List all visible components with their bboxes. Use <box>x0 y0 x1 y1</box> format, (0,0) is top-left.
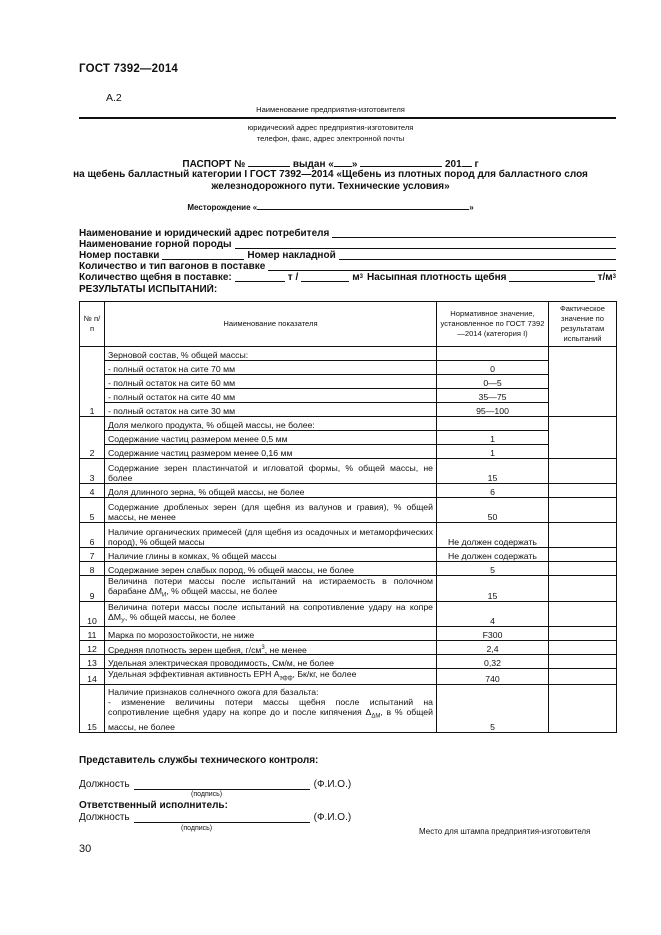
norm-value: 2,4 <box>437 641 549 655</box>
consumer-blank <box>332 228 616 238</box>
quantity-label: Количество щебня в поставке: <box>79 272 232 283</box>
indicator-name: Содержание частиц размером менее 0,16 мм <box>105 445 437 459</box>
wagons-label: Количество и тип вагонов в поставке <box>79 261 266 272</box>
indicator-name <box>105 669 437 685</box>
indicator-name: - полный остаток на сите 60 мм <box>105 375 437 389</box>
actual-value-cell <box>549 548 617 562</box>
norm-value: F300 <box>437 627 549 641</box>
table-row <box>80 601 617 627</box>
norm-value <box>437 417 549 431</box>
table-row <box>80 641 617 655</box>
indicator-name: Содержание дробленых зерен (для щебня из валунов и гравия), % общей массы, не менее <box>105 498 437 523</box>
col-actual-header: Фактическое значение по результатам испытаний <box>549 302 617 347</box>
table-row <box>80 389 617 403</box>
row-number: 11 <box>80 627 105 641</box>
passport-issued-label: выдан « <box>292 159 334 170</box>
header-rule <box>79 117 616 119</box>
passport-subtitle-line2: железнодорожного пути. Технические условия» <box>211 181 450 192</box>
fio-label-2: (Ф.И.О.) <box>313 812 352 823</box>
table-row <box>80 484 617 498</box>
page-number: 30 <box>79 843 92 855</box>
table-row <box>80 347 617 361</box>
table-row <box>80 459 617 484</box>
table-row <box>80 655 617 669</box>
stamp-place-caption: Место для штампа предприятия-изготовителя <box>419 827 591 836</box>
row-number: 5 <box>80 498 105 523</box>
norm-value: 15 <box>437 576 549 602</box>
actual-value-cell <box>549 459 617 484</box>
wagons-field <box>79 261 616 272</box>
indicator-name: - полный остаток на сите 40 мм <box>105 389 437 403</box>
norm-value: 5 <box>437 562 549 576</box>
rock-label: Наименование горной породы <box>79 239 232 250</box>
indicator-name-text: Наличие признаков солнечного ожога для базальта: <box>108 687 319 698</box>
indicator-name: Содержание зерен слабых пород, % общей массы, не более <box>105 562 437 576</box>
indicator-name: Удельная электрическая проводимость, См/м, не более <box>105 655 437 669</box>
actual-value-cell <box>549 498 617 523</box>
row-number: 2 <box>80 417 105 459</box>
norm-value: 0—5 <box>437 375 549 389</box>
col-num-header: № п/п <box>80 302 105 347</box>
row-number: 13 <box>80 655 105 669</box>
waybill-number-label: Номер накладной <box>247 250 336 261</box>
norm-value: Не должен содержать <box>437 523 549 548</box>
indicator-name-sub: У <box>121 618 125 625</box>
deposit-blank <box>257 202 469 210</box>
actual-value-cell <box>549 655 617 669</box>
indicator-name: Содержание зерен пластинчатой и игловатой формы, % общей массы, не более <box>105 459 437 484</box>
col-norm-header: Нормативное значение, установленное по ГОСТ 7392—2014 (категория I) <box>437 302 549 347</box>
indicator-name-text: Удельная эффективная активность ЕРН A <box>108 669 280 680</box>
row-number: 12 <box>80 641 105 655</box>
consumer-label: Наименование и юридический адрес потребителя <box>79 228 330 239</box>
bulk-density-label: Насыпная плотность щебня <box>366 272 507 283</box>
indicator-name: Марка по морозостойкости, не ниже <box>105 627 437 641</box>
rock-blank <box>235 239 616 249</box>
deposit-label: Месторождение « <box>187 203 258 212</box>
indicator-name-tail: , Бк/кг, не более <box>292 669 357 680</box>
passport-year-suffix: г <box>474 159 479 170</box>
actual-value-cell <box>549 417 617 459</box>
table-row <box>80 403 617 417</box>
actual-value-cell <box>549 576 617 602</box>
row-number: 7 <box>80 548 105 562</box>
indicator-name <box>105 601 437 627</box>
norm-value: 35—75 <box>437 389 549 403</box>
actual-value-cell <box>549 627 617 641</box>
consumer-field <box>79 228 616 239</box>
norm-value: Не должен содержать <box>437 548 549 562</box>
norm-value: 50 <box>437 498 549 523</box>
col-name-header: Наименование показателя <box>105 302 437 347</box>
indicator-name-detail <box>108 697 433 732</box>
norm-value: 15 <box>437 459 549 484</box>
passport-year-blank <box>462 157 472 167</box>
indicator-name-tail: , % общей массы, не более <box>124 611 236 622</box>
table-row <box>80 685 617 733</box>
passport-number-label: ПАСПОРТ № <box>182 159 246 170</box>
row-number: 10 <box>80 601 105 627</box>
rock-field <box>79 239 616 250</box>
passport-year-label: 201 <box>444 159 462 170</box>
table-row <box>80 576 617 602</box>
indicator-name-tail: , не менее <box>264 644 307 655</box>
standard-header: ГОСТ 7392—2014 <box>79 63 179 75</box>
indicator-name-sub: ΔM <box>371 714 381 721</box>
bulk-density-blank <box>509 272 594 282</box>
fio-label: (Ф.И.О.) <box>313 779 352 790</box>
norm-value: 0,32 <box>437 655 549 669</box>
actual-value-cell <box>549 347 617 417</box>
indicator-name: Содержание частиц размером менее 0,5 мм <box>105 431 437 445</box>
cubic-metres-unit: м <box>352 272 360 283</box>
manufacturer-name-caption: Наименование предприятия-изготовителя <box>256 105 405 114</box>
row-number: 14 <box>80 669 105 685</box>
indicator-name-sup: 3 <box>261 644 265 651</box>
row-number: 8 <box>80 562 105 576</box>
wagons-blank <box>268 261 616 271</box>
tonnes-unit: т / <box>287 272 299 283</box>
norm-value: 1 <box>437 431 549 445</box>
table-row <box>80 669 617 685</box>
table-row <box>80 445 617 459</box>
indicator-name-sub: эфф <box>279 676 293 683</box>
indicator-name-text: Величина потери массы после испытаний на истираемость в полочном барабане ΔM <box>108 576 433 596</box>
results-table <box>79 301 617 733</box>
row-number: 3 <box>80 459 105 484</box>
indicator-name: Зерновой состав, % общей массы: <box>105 347 437 361</box>
delivery-number-blank <box>162 250 244 260</box>
indicator-name-text: Средняя плотность зерен щебня, г/см <box>108 644 262 655</box>
row-number: 1 <box>80 347 105 417</box>
norm-value <box>437 347 549 361</box>
position-label-2: Должность <box>79 812 130 823</box>
actual-value-cell <box>549 669 617 685</box>
indicator-name: Наличие глины в комках, % общей массы <box>105 548 437 562</box>
actual-value-cell <box>549 685 617 733</box>
results-heading: РЕЗУЛЬТАТЫ ИСПЫТАНИЙ: <box>79 284 218 295</box>
responsible-signature-line <box>79 812 351 823</box>
indicator-name <box>105 576 437 602</box>
tech-rep-signature-line <box>79 779 351 790</box>
actual-value-cell <box>549 601 617 627</box>
actual-value-cell <box>549 641 617 655</box>
tech-rep-heading: Представитель службы технического контроля: <box>79 755 319 766</box>
indicator-name: Доля длинного зерна, % общей массы, не более <box>105 484 437 498</box>
norm-value: 4 <box>437 601 549 627</box>
indicator-name-tail: , % общей массы, не более <box>166 586 278 596</box>
manufacturer-contacts-caption: телефон, факс, адрес электронной почты <box>256 134 405 143</box>
bulk-density-unit-sup: 3 <box>612 274 616 280</box>
table-row <box>80 523 617 548</box>
signature-caption: (подпись) <box>191 791 223 798</box>
indicator-name <box>105 685 437 733</box>
passport-number-blank <box>248 157 290 167</box>
norm-value: 1 <box>437 445 549 459</box>
actual-value-cell <box>549 523 617 548</box>
quantity-m3-blank <box>301 272 349 282</box>
table-row <box>80 361 617 375</box>
row-number: 9 <box>80 576 105 602</box>
norm-value: 5 <box>437 685 549 733</box>
quantity-field <box>79 272 616 283</box>
appendix-label: А.2 <box>106 92 122 104</box>
indicator-name: Доля мелкого продукта, % общей массы, не более: <box>105 417 437 431</box>
actual-value-cell <box>549 484 617 498</box>
manufacturer-address-caption: юридический адрес предприятия-изготовителя <box>247 123 414 132</box>
indicator-name-detail-text: - изменение величины потери массы щебня после испытаний на сопротивление щебня удару на копре до и после кипячения Δ <box>108 697 433 718</box>
passport-month-blank <box>360 157 442 167</box>
results-table-header <box>80 302 617 347</box>
deposit-line <box>0 202 661 212</box>
norm-value: 6 <box>437 484 549 498</box>
responsible-heading: Ответственный исполнитель: <box>79 800 228 811</box>
norm-value: 740 <box>437 669 549 685</box>
row-number: 6 <box>80 523 105 548</box>
position-label: Должность <box>79 779 130 790</box>
table-row <box>80 562 617 576</box>
indicator-name-sub: И <box>161 592 167 599</box>
actual-value-cell <box>549 562 617 576</box>
indicator-name <box>105 641 437 655</box>
delivery-field <box>79 250 616 261</box>
row-number: 4 <box>80 484 105 498</box>
table-row <box>80 431 617 445</box>
row-number: 15 <box>80 685 105 733</box>
deposit-quote-close: » <box>469 203 474 212</box>
position-blank <box>134 780 310 790</box>
position-blank-2 <box>134 813 310 823</box>
table-row <box>80 375 617 389</box>
passport-quote-close: » <box>351 159 358 170</box>
passport-subtitle-line1: на щебень балластный категории I ГОСТ 7392—2014 «Щебень из плотных пород для балластного слоя <box>73 169 588 180</box>
norm-value: 95—100 <box>437 403 549 417</box>
quantity-t-blank <box>235 272 285 282</box>
indicator-name-tail: , в % общей массы, не более <box>108 707 433 733</box>
table-row <box>80 548 617 562</box>
table-row <box>80 627 617 641</box>
indicator-name: - полный остаток на сите 70 мм <box>105 361 437 375</box>
signature-caption-2: (подпись) <box>181 825 213 832</box>
norm-value: 0 <box>437 361 549 375</box>
indicator-name-text: Величина потери массы после испытаний на сопротивление удару на копре ΔM <box>108 601 433 622</box>
cubic-metres-sup: 3 <box>359 274 363 280</box>
indicator-name: Наличие органических примесей (для щебня из осадочных и метаморфических пород), % общей массы <box>105 523 437 548</box>
delivery-number-label: Номер поставки <box>79 250 160 261</box>
table-row <box>80 498 617 523</box>
table-row <box>80 417 617 431</box>
passport-day-blank <box>334 157 352 167</box>
waybill-number-blank <box>339 250 616 260</box>
bulk-density-unit: т/м <box>597 272 613 283</box>
indicator-name: - полный остаток на сите 30 мм <box>105 403 437 417</box>
